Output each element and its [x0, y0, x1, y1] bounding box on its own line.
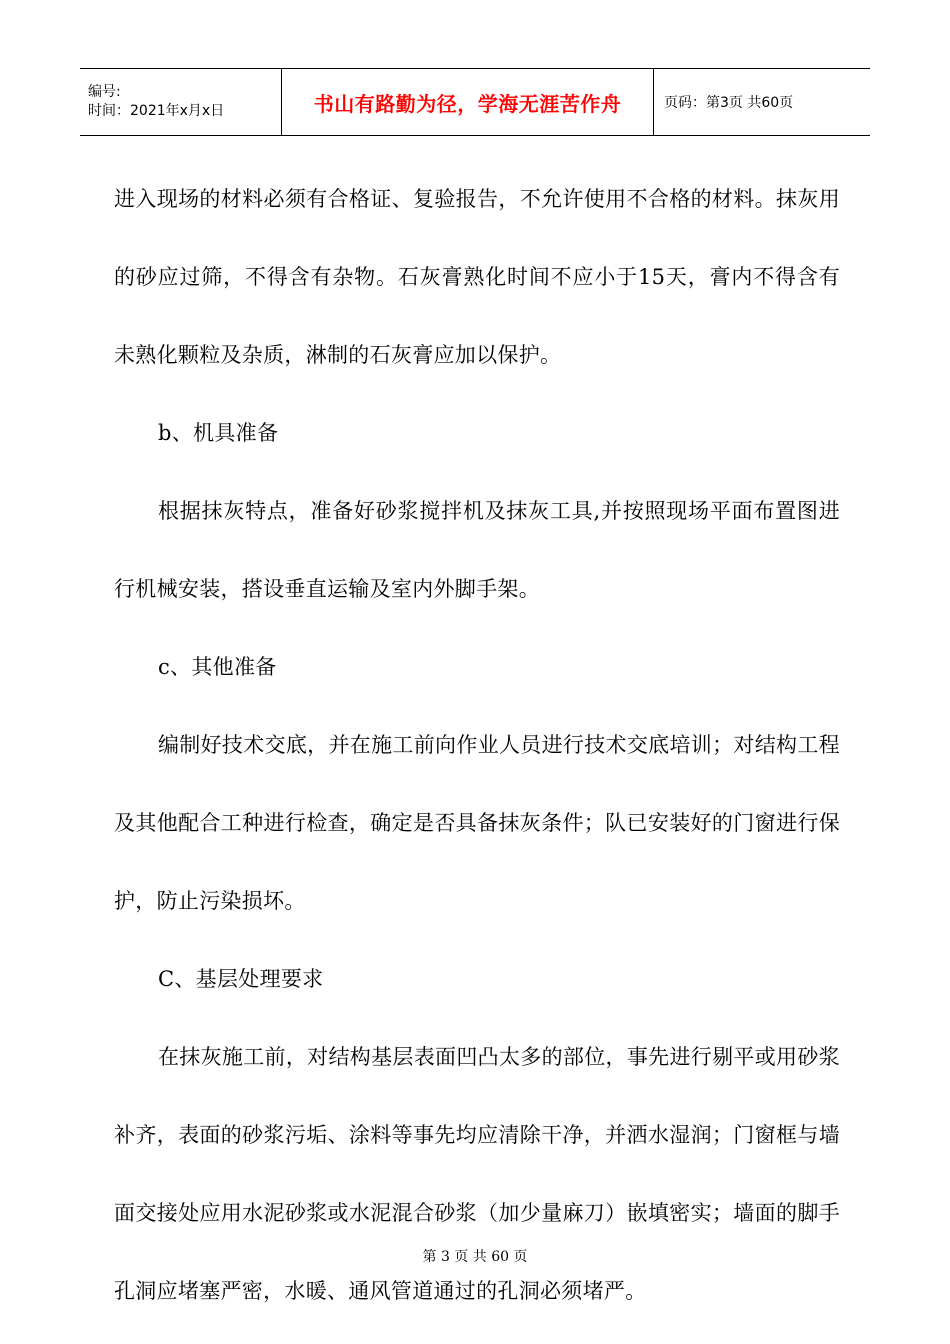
paragraph: 进入现场的材料必须有合格证、复验报告，不允许使用不合格的材料。抹灰用的砂应过筛，不得含有杂物。石灰膏熟化时间不应小于15天，膏内不得含有未熟化颗粒及杂质，淋制的石灰膏应加以保护。 — [114, 187, 840, 367]
paragraph: 在抹灰施工前，对结构基层表面凹凸太多的部位，事先进行剔平或用砂浆补齐，表面的砂浆污垢、涂料等事先均应清除干净，并洒水湿润；门窗框与墙面交接处应用水泥砂浆或水泥混合砂浆（加少量麻刀）嵌填密实；墙面的脚手孔洞应堵塞严密，水暖、通风管道通过的孔洞必须堵严。 — [114, 1045, 840, 1303]
section-heading: C、基层处理要求 — [158, 967, 324, 991]
header-meta — [80, 69, 282, 135]
header-motto: 书山有路勤为径，学海无涯苦作舟 — [313, 91, 622, 116]
section-heading: b、机具准备 — [158, 421, 279, 445]
page-footer: 第 3 页 共 60 页 — [422, 1249, 528, 1265]
section-heading: c、其他准备 — [158, 655, 277, 679]
header-page-info: 页码：第3页 共60页 — [664, 95, 794, 111]
document-body — [114, 160, 840, 1330]
header-motto-cell — [282, 69, 654, 135]
document-date: 时间：2021年x月x日 — [88, 103, 225, 119]
page-header — [80, 68, 870, 136]
paragraph: 编制好技术交底，并在施工前向作业人员进行技术交底培训；对结构工程及其他配合工种进行检查，确定是否具备抹灰条件；队已安装好的门窗进行保护，防止污染损坏。 — [114, 733, 840, 913]
document-number-label: 编号: — [88, 84, 121, 100]
header-page-info-cell — [654, 69, 870, 135]
paragraph: 根据抹灰特点，准备好砂浆搅拌机及抹灰工具,并按照现场平面布置图进行机械安装，搭设垂直运输及室内外脚手架。 — [114, 499, 840, 601]
